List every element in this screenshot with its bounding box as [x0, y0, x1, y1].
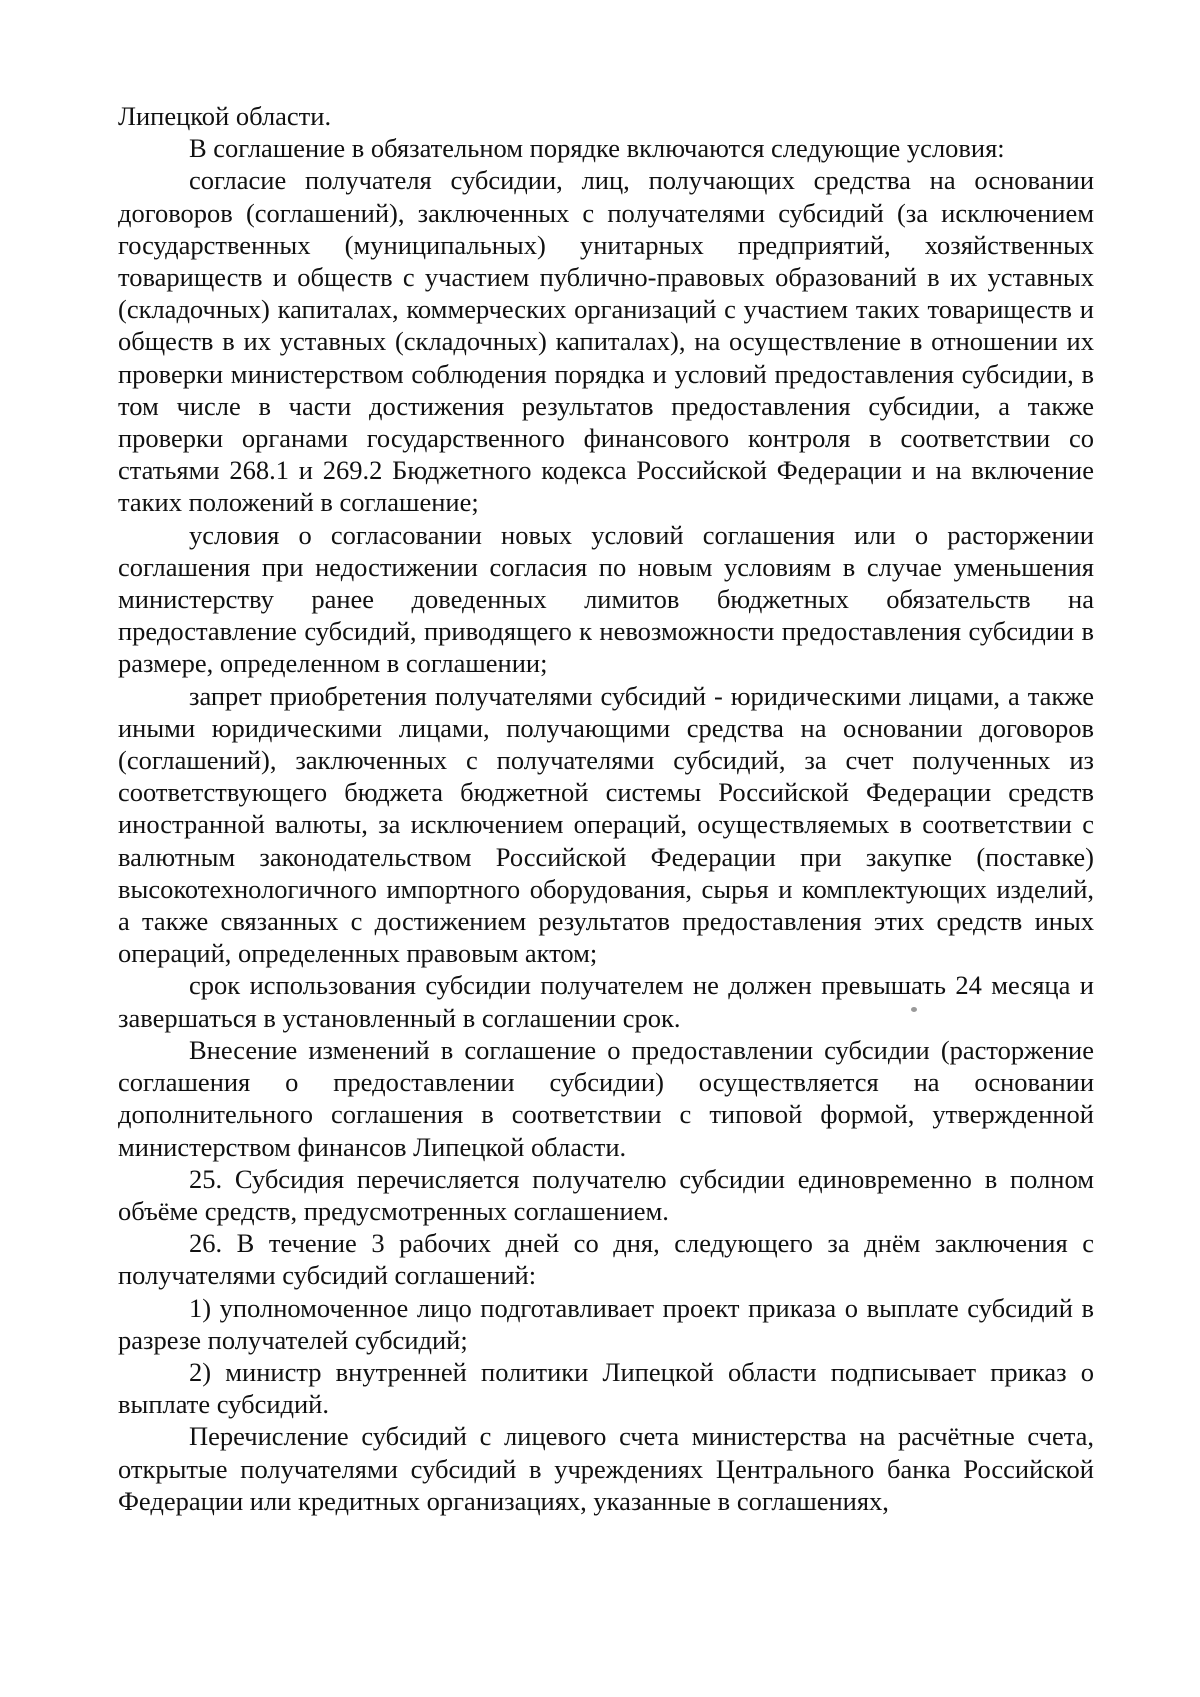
paragraph-item-26-2: 2) министр внутренней политики Липецкой области подписывает приказ о выплате субсидий.	[118, 1356, 1094, 1420]
paragraph-new-conditions: условия о согласовании новых условий соглашения или о расторжении соглашения при недостижении согласия по новым условиям в случае уменьшения министерству ранее доведенных лимитов бюджетных обязательств на предоставление субсидий, приводящего к невозможности предоставления субсидии в размере, определенном в соглашении;	[118, 519, 1094, 679]
paragraph-usage-term: срок использования субсидии получателем не должен превышать 24 месяца и завершаться в установленный в соглашении срок.	[118, 970, 1094, 1033]
paragraph-agreement-conditions: В соглашение в обязательном порядке включаются следующие условия:	[189, 133, 1005, 164]
scan-speck	[911, 1007, 917, 1012]
paragraph-transfer: Перечисление субсидий с лицевого счета министерства на расчётные счета, открытые получателями субсидий в учреждениях Центрального банка Российской Федерации или кредитных организациях, указанные в соглашениях,	[118, 1421, 1094, 1516]
paragraph-item-26: 26. В течение 3 рабочих дней со дня, следующего за днём заключения с получателями субсидий соглашений:	[118, 1228, 1094, 1291]
paragraph-item-25: 25. Субсидия перечисляется получателю субсидии единовременно в полном объёме средств, предусмотренных соглашением.	[118, 1163, 1094, 1226]
paragraph-continuation: Липецкой области.	[118, 101, 332, 131]
document-page	[118, 100, 1094, 1517]
paragraph-consent: согласие получателя субсидии, лиц, получающих средства на основании договоров (соглашений), заключенных с получателями субсидий (за исключением государственных (муниципальных) унитарных предприятий, хозяйственных товариществ и обществ с участием публично-правовых образований в их уставных (складочных) капиталах, коммерческих организаций с участием таких товариществ и обществ в их уставных (складочных) капиталах), на осуществление в отношении их проверки министерством соблюдения порядка и условий предоставления субсидии, в том числе в части достижения результатов предоставления субсидии, а также проверки органами государственного финансового контроля в соответствии со статьями 268.1 и 269.2 Бюджетного кодекса Российской Федерации и на включение таких положений в соглашение;	[118, 165, 1094, 518]
paragraph-item-26-1: 1) уполномоченное лицо подготавливает проект приказа о выплате субсидий в разрезе получателей субсидий;	[118, 1292, 1094, 1355]
paragraph-amendments: Внесение изменений в соглашение о предоставлении субсидии (расторжение соглашения о предоставлении субсидии) осуществляется на основании дополнительного соглашения в соответствии с типовой формой, утвержденной министерством финансов Липецкой области.	[118, 1034, 1094, 1162]
paragraph-currency-ban: запрет приобретения получателями субсидий - юридическими лицами, а также иными юридическими лицами, получающими средства на основании договоров (соглашений), заключенных с получателями субсидий, за счет полученных из соответствующего бюджета бюджетной системы Российской Федерации средств иностранной валюты, за исключением операций, осуществляемых в соответствии с валютным законодательством Российской Федерации при закупке (поставке) высокотехнологичного импортного оборудования, сырья и комплектующих изделий, а также связанных с достижением результатов предоставления этих средств иных операций, определенных правовым актом;	[118, 680, 1094, 969]
